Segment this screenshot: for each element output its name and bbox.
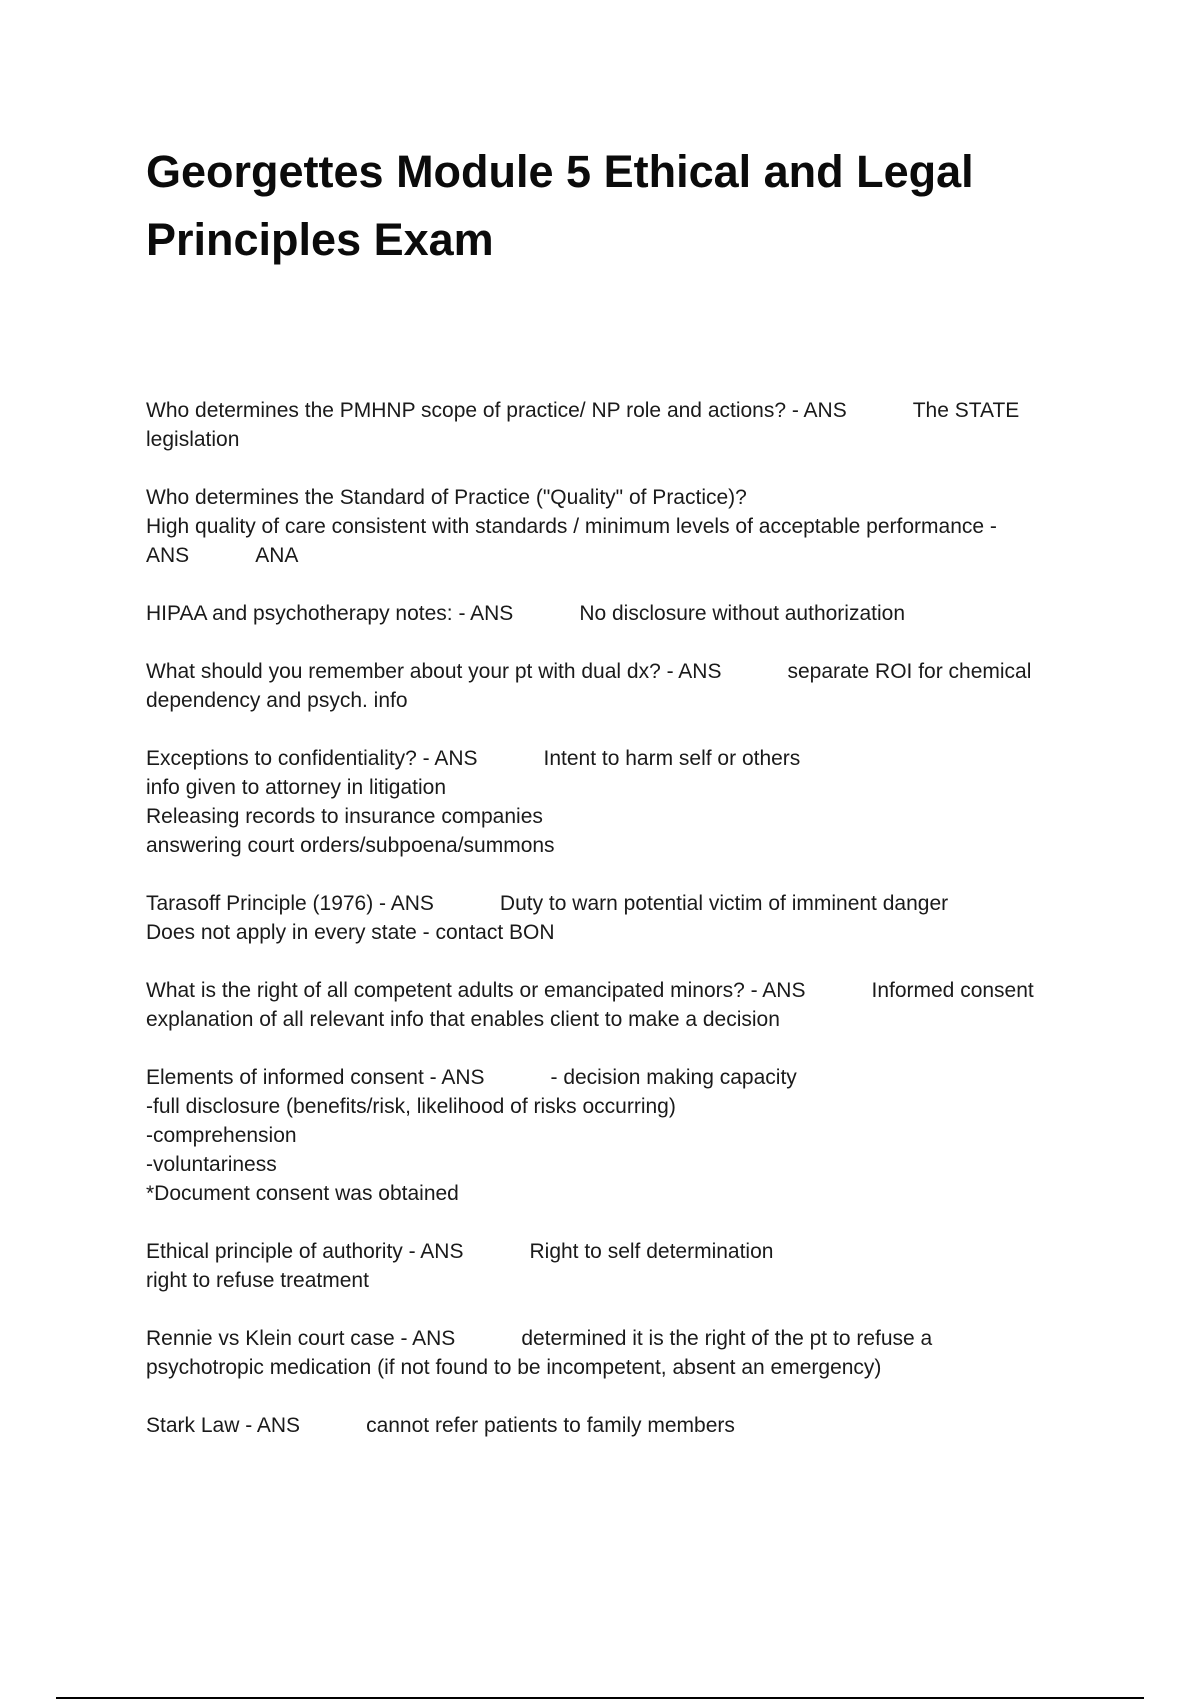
qa-question-prefix: Who determines the Standard of Practice ("Quality" of Practice)?: [146, 486, 747, 509]
qa-first-line: [146, 976, 1086, 1005]
qa-question: Ethical principle of authority - ANS: [146, 1240, 464, 1263]
qa-answer: ANA: [255, 544, 299, 567]
qa-first-line: [146, 889, 1086, 918]
qa-first-line: [146, 396, 1086, 425]
qa-first-line: [146, 657, 1086, 686]
qa-question: Stark Law - ANS: [146, 1414, 301, 1437]
qa-answer: Duty to warn potential victim of imminent danger: [499, 892, 949, 915]
qa-answer: The STATE: [912, 399, 1020, 422]
qa-answer-continuation: dependency and psych. info: [146, 689, 408, 712]
footer-divider: [56, 1697, 1144, 1699]
qa-entry: [146, 976, 1086, 1034]
qa-entry: [146, 1324, 1086, 1382]
qa-answer: Right to self determination: [529, 1240, 774, 1263]
qa-first-line: [146, 599, 1086, 628]
qa-first-line: [146, 1324, 1086, 1353]
qa-question-prefix: High quality of care consistent with standards / minimum levels of acceptable performance -: [146, 515, 997, 538]
qa-entry: [146, 1411, 1086, 1440]
qa-answer: separate ROI for chemical: [787, 660, 1032, 683]
qa-answer: No disclosure without authorization: [579, 602, 906, 625]
qa-question: ANS: [146, 544, 190, 567]
qa-answer: cannot refer patients to family members: [366, 1414, 735, 1437]
qa-entry: [146, 483, 1086, 570]
qa-question: Who determines the PMHNP scope of practice/ NP role and actions? - ANS: [146, 399, 847, 422]
qa-answer: determined it is the right of the pt to refuse a: [521, 1327, 933, 1350]
qa-answer-continuation: Releasing records to insurance companies: [146, 805, 543, 828]
qa-question: Elements of informed consent - ANS: [146, 1066, 485, 1089]
qa-answer-continuation: -voluntariness: [146, 1153, 277, 1176]
qa-first-line: [146, 1411, 1086, 1440]
qa-answer-continuation: -full disclosure (benefits/risk, likelihood of risks occurring): [146, 1095, 676, 1118]
qa-answer: Intent to harm self or others: [543, 747, 801, 770]
qa-answer-continuation: -comprehension: [146, 1124, 297, 1147]
qa-question: Rennie vs Klein court case - ANS: [146, 1327, 456, 1350]
qa-answer-continuation: legislation: [146, 428, 240, 451]
qa-list: [146, 396, 1086, 1469]
qa-entry: [146, 889, 1086, 947]
qa-first-line: [146, 1063, 1086, 1092]
qa-entry: [146, 1063, 1086, 1208]
qa-answer-continuation: answering court orders/subpoena/summons: [146, 834, 555, 857]
qa-first-line: [146, 744, 1086, 773]
qa-answer-continuation: right to refuse treatment: [146, 1269, 369, 1292]
qa-answer-continuation: *Document consent was obtained: [146, 1182, 459, 1205]
qa-answer-continuation: Does not apply in every state - contact BON: [146, 921, 555, 944]
qa-answer: - decision making capacity: [550, 1066, 797, 1089]
qa-question: What is the right of all competent adults or emancipated minors? - ANS: [146, 979, 806, 1002]
qa-entry: [146, 599, 1086, 628]
qa-first-line: [146, 541, 1086, 570]
qa-entry: [146, 657, 1086, 715]
qa-entry: [146, 396, 1086, 454]
qa-question: Tarasoff Principle (1976) - ANS: [146, 892, 434, 915]
qa-question: Exceptions to confidentiality? - ANS: [146, 747, 478, 770]
page-title: [146, 138, 1106, 274]
qa-answer-continuation: psychotropic medication (if not found to be incompetent, absent an emergency): [146, 1356, 882, 1379]
qa-first-line: [146, 1237, 1086, 1266]
qa-entry: [146, 744, 1086, 860]
title-line-2: Principles Exam: [146, 214, 494, 265]
qa-question: HIPAA and psychotherapy notes: - ANS: [146, 602, 514, 625]
qa-entry: [146, 1237, 1086, 1295]
qa-answer: Informed consent: [871, 979, 1034, 1002]
qa-question: What should you remember about your pt with dual dx? - ANS: [146, 660, 722, 683]
title-line-1: Georgettes Module 5 Ethical and Legal: [146, 146, 974, 197]
qa-answer-continuation: info given to attorney in litigation: [146, 776, 447, 799]
qa-answer-continuation: explanation of all relevant info that enables client to make a decision: [146, 1008, 780, 1031]
